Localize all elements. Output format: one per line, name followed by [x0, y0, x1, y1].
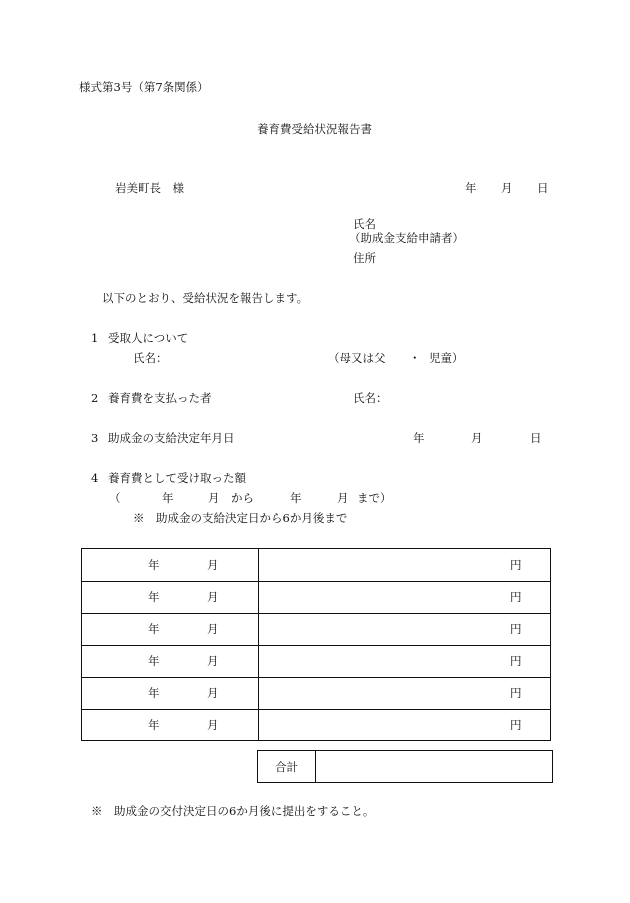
- recipient-name-label: 氏名：: [133, 351, 168, 365]
- row-4-month: 月: [207, 654, 219, 668]
- section-3-number: 3: [91, 431, 99, 445]
- row-3-yen: 円: [510, 622, 522, 636]
- form-number: 様式第3号（第7条関係）: [79, 80, 209, 94]
- section-3-heading: 助成金の支給決定年月日: [108, 431, 235, 445]
- row-2-month: 月: [207, 590, 219, 604]
- payer-name-label: 氏名：: [353, 391, 388, 405]
- period-note: ※ 助成金の支給決定日から6か月後まで: [133, 511, 348, 525]
- period-made: まで）: [357, 491, 392, 505]
- row-6-year: 年: [148, 718, 160, 732]
- row-6-yen: 円: [510, 718, 522, 732]
- relation-open: （母又は父: [328, 351, 386, 365]
- table-row-divider: [82, 613, 550, 614]
- row-4-yen: 円: [510, 654, 522, 668]
- addressee: 岩美町長 様: [115, 181, 184, 195]
- row-1-yen: 円: [510, 558, 522, 572]
- decision-month-label: 月: [471, 431, 483, 445]
- relation-close: 児童）: [429, 351, 464, 365]
- decision-day-label: 日: [530, 431, 542, 445]
- date-day-label: 日: [537, 181, 549, 195]
- total-table: [257, 750, 553, 783]
- table-row-divider: [82, 581, 550, 582]
- row-3-month: 月: [207, 622, 219, 636]
- relation-dot: ・: [409, 351, 421, 365]
- applicant-name-note: （助成金支給申請者）: [349, 231, 464, 245]
- row-2-year: 年: [148, 590, 160, 604]
- table-row-divider: [82, 645, 550, 646]
- total-label: 合計: [275, 760, 298, 774]
- date-year-label: 年: [465, 181, 477, 195]
- row-1-month: 月: [207, 558, 219, 572]
- intro-text: 以下のとおり、受給状況を報告します。: [102, 291, 309, 305]
- period-from-month: 月: [208, 491, 220, 505]
- applicant-name-label: 氏名: [353, 217, 376, 231]
- row-3-year: 年: [148, 622, 160, 636]
- amount-table: [81, 548, 551, 741]
- section-2-number: 2: [91, 391, 99, 405]
- period-to-month: 月: [337, 491, 349, 505]
- document-title: 養育費受給状況報告書: [257, 122, 372, 136]
- applicant-address-label: 住所: [353, 251, 376, 265]
- row-4-year: 年: [148, 654, 160, 668]
- table-row-divider: [82, 677, 550, 678]
- section-4-number: 4: [91, 471, 99, 485]
- row-2-yen: 円: [510, 590, 522, 604]
- footer-note: ※ 助成金の交付決定日の6か月後に提出をすること。: [91, 804, 375, 818]
- period-from-year: 年: [162, 491, 174, 505]
- period-to-year: 年: [290, 491, 302, 505]
- period-open-paren: （: [109, 491, 121, 505]
- row-5-month: 月: [207, 686, 219, 700]
- decision-year-label: 年: [413, 431, 425, 445]
- period-kara: から: [231, 491, 254, 505]
- row-1-year: 年: [148, 558, 160, 572]
- table-row-divider: [82, 709, 550, 710]
- section-4-heading: 養育費として受け取った額: [108, 471, 246, 485]
- section-1-number: 1: [91, 331, 99, 345]
- section-2-heading: 養育費を支払った者: [108, 391, 212, 405]
- date-month-label: 月: [501, 181, 513, 195]
- row-5-year: 年: [148, 686, 160, 700]
- section-1-heading: 受取人について: [108, 331, 189, 345]
- row-5-yen: 円: [510, 686, 522, 700]
- row-6-month: 月: [207, 718, 219, 732]
- total-column-divider: [315, 751, 316, 782]
